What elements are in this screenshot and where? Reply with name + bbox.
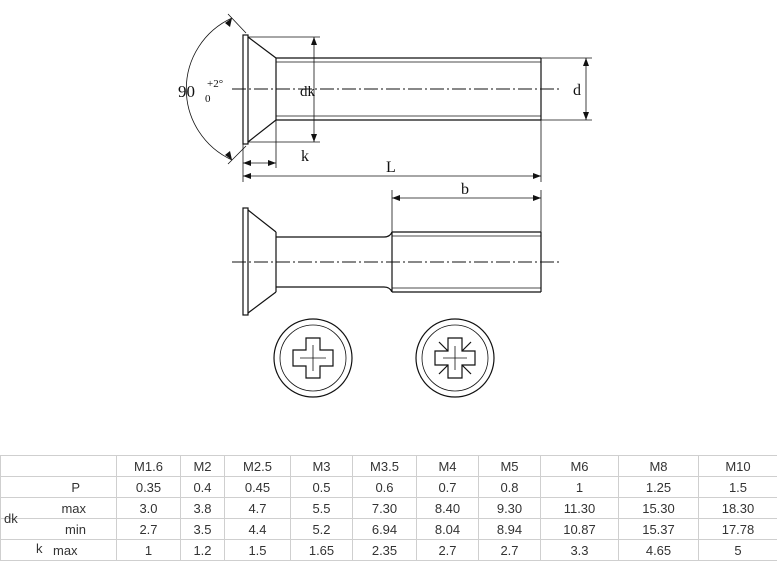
size-header: M2 (181, 456, 225, 477)
screw-side-view-full-thread (186, 14, 592, 182)
size-header: M5 (479, 456, 541, 477)
L-label: L (386, 159, 396, 176)
k-label: k (301, 148, 309, 165)
size-header: M8 (619, 456, 699, 477)
dk-label: dk (300, 84, 315, 100)
b-label: b (461, 181, 469, 198)
size-header: M10 (699, 456, 777, 477)
table-cell: 15.30 (619, 498, 699, 519)
table-cell: 10.87 (541, 519, 619, 540)
table-cell: 2.35 (353, 540, 417, 561)
table-cell: 1.5 (225, 540, 291, 561)
table-cell: 0.6 (353, 477, 417, 498)
size-header: M3.5 (353, 456, 417, 477)
table-cell: 9.30 (479, 498, 541, 519)
table-cell: 1 (541, 477, 619, 498)
table-cell: 0.5 (291, 477, 353, 498)
table-cell: 0.35 (117, 477, 181, 498)
table-cell: 8.04 (417, 519, 479, 540)
phillips-head-view (274, 319, 352, 397)
table-cell: 3.0 (117, 498, 181, 519)
screw-side-view-partial-thread (232, 190, 560, 315)
row-group-label-k: k (36, 541, 43, 556)
table-cell: 3.5 (181, 519, 225, 540)
table-cell: 5 (699, 540, 777, 561)
table-cell: 0.45 (225, 477, 291, 498)
table-cell: 4.7 (225, 498, 291, 519)
pozidriv-head-view (416, 319, 494, 397)
table-cell: 8.40 (417, 498, 479, 519)
table-cell: 11.30 (541, 498, 619, 519)
k-max-row (1, 540, 777, 561)
size-header: M2.5 (225, 456, 291, 477)
table-cell: 1 (117, 540, 181, 561)
table-cell: 3.8 (181, 498, 225, 519)
angle-tolerance-lower: 0 (205, 93, 211, 105)
size-header-row (1, 456, 777, 477)
table-cell: 15.37 (619, 519, 699, 540)
table-cell: 2.7 (417, 540, 479, 561)
table-cell: 0.8 (479, 477, 541, 498)
table-cell: 4.65 (619, 540, 699, 561)
table-cell: 1.5 (699, 477, 777, 498)
d-label: d (573, 82, 581, 99)
table-cell: 6.94 (353, 519, 417, 540)
table-cell: 3.3 (541, 540, 619, 561)
row-group-label-dk: dk (4, 511, 18, 526)
angle-tolerance-upper: +2° (207, 78, 224, 90)
angle-label: 90 (178, 82, 195, 101)
size-header: M1.6 (117, 456, 181, 477)
table-cell: 5.5 (291, 498, 353, 519)
table-cell: 4.4 (225, 519, 291, 540)
table-cell: 0.4 (181, 477, 225, 498)
table-cell: 0.7 (417, 477, 479, 498)
dimension-table (0, 455, 777, 561)
table-cell: 1.25 (619, 477, 699, 498)
table-cell: 18.30 (699, 498, 777, 519)
table-cell: 8.94 (479, 519, 541, 540)
pitch-row (1, 477, 777, 498)
row-label-pitch: P (1, 477, 117, 498)
table-cell: 17.78 (699, 519, 777, 540)
dk-min-row (1, 519, 777, 540)
size-header: M6 (541, 456, 619, 477)
dk-max-row (1, 498, 777, 519)
table-cell: 2.7 (117, 519, 181, 540)
table-cell: 7.30 (353, 498, 417, 519)
row-label-k-max: max (1, 540, 117, 561)
size-header: M4 (417, 456, 479, 477)
table-cell: 5.2 (291, 519, 353, 540)
size-header: M3 (291, 456, 353, 477)
row-label-max: max (1, 498, 117, 519)
table-cell: 1.65 (291, 540, 353, 561)
table-cell: 2.7 (479, 540, 541, 561)
row-label-min: min (1, 519, 117, 540)
table-cell: 1.2 (181, 540, 225, 561)
